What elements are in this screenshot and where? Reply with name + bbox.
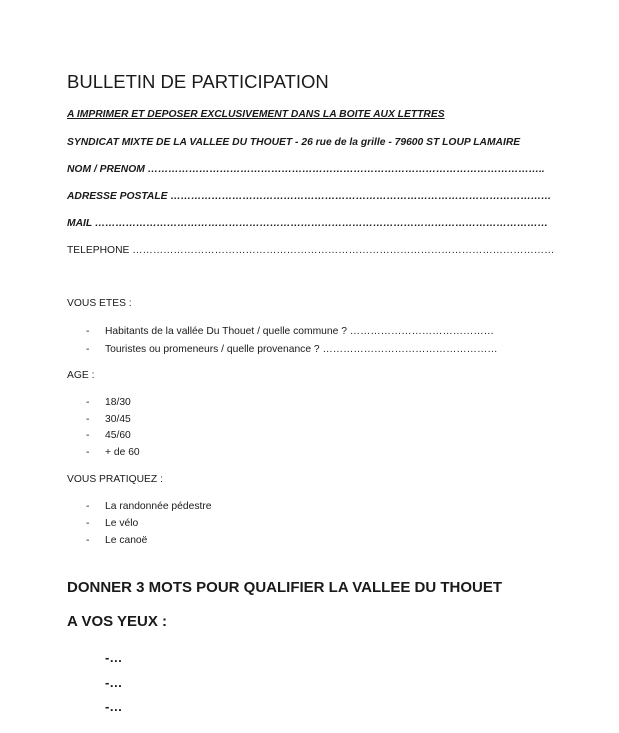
vous-pratiquez-label: VOUS PRATIQUEZ : [67, 474, 163, 485]
name-field: NOM / PRENOM …………………………………………………………………………………………………….. [67, 164, 545, 175]
age-label: AGE : [67, 370, 95, 381]
list-bullet: - [86, 414, 90, 425]
answer-line: -… [105, 675, 123, 690]
list-item: Le vélo [105, 518, 139, 529]
list-item: 18/30 [105, 397, 131, 408]
question-heading-continued: A VOS YEUX : [67, 613, 168, 630]
list-bullet: - [86, 344, 90, 355]
list-bullet: - [86, 501, 90, 512]
mail-field: MAIL …………………………………………………………………………………………………………………… [67, 218, 548, 229]
list-item: Touristes ou promeneurs / quelle provenance ? …………………………………………… [105, 344, 498, 355]
answer-line: -… [105, 699, 123, 714]
list-item: Habitants de la vallée Du Thouet / quelle commune ? …………………………………… [105, 326, 494, 337]
page-title: BULLETIN DE PARTICIPATION [67, 71, 329, 92]
list-bullet: - [86, 397, 90, 408]
list-item: Le canoë [105, 535, 148, 546]
list-bullet: - [86, 430, 90, 441]
list-bullet: - [86, 535, 90, 546]
answer-line: -… [105, 650, 123, 665]
list-item: + de 60 [105, 447, 140, 458]
postal-address-field: ADRESSE POSTALE ………………………………………………………………………………………………… [67, 191, 552, 202]
list-item: La randonnée pédestre [105, 501, 212, 512]
telephone-field: TELEPHONE …………………………………………………………………………………………………………… [67, 245, 555, 256]
organization-address: SYNDICAT MIXTE DE LA VALLEE DU THOUET - 26 rue de la grille - 79600 ST LOUP LAMAIRE [67, 137, 521, 148]
list-bullet: - [86, 326, 90, 337]
list-item: 45/60 [105, 430, 131, 441]
list-bullet: - [86, 447, 90, 458]
vous-etes-label: VOUS ETES : [67, 298, 132, 309]
question-heading: DONNER 3 MOTS POUR QUALIFIER LA VALLEE DU THOUET [67, 579, 503, 596]
instruction-line: A IMPRIMER ET DEPOSER EXCLUSIVEMENT DANS LA BOITE AUX LETTRES [67, 109, 445, 120]
list-bullet: - [86, 518, 90, 529]
list-item: 30/45 [105, 414, 131, 425]
